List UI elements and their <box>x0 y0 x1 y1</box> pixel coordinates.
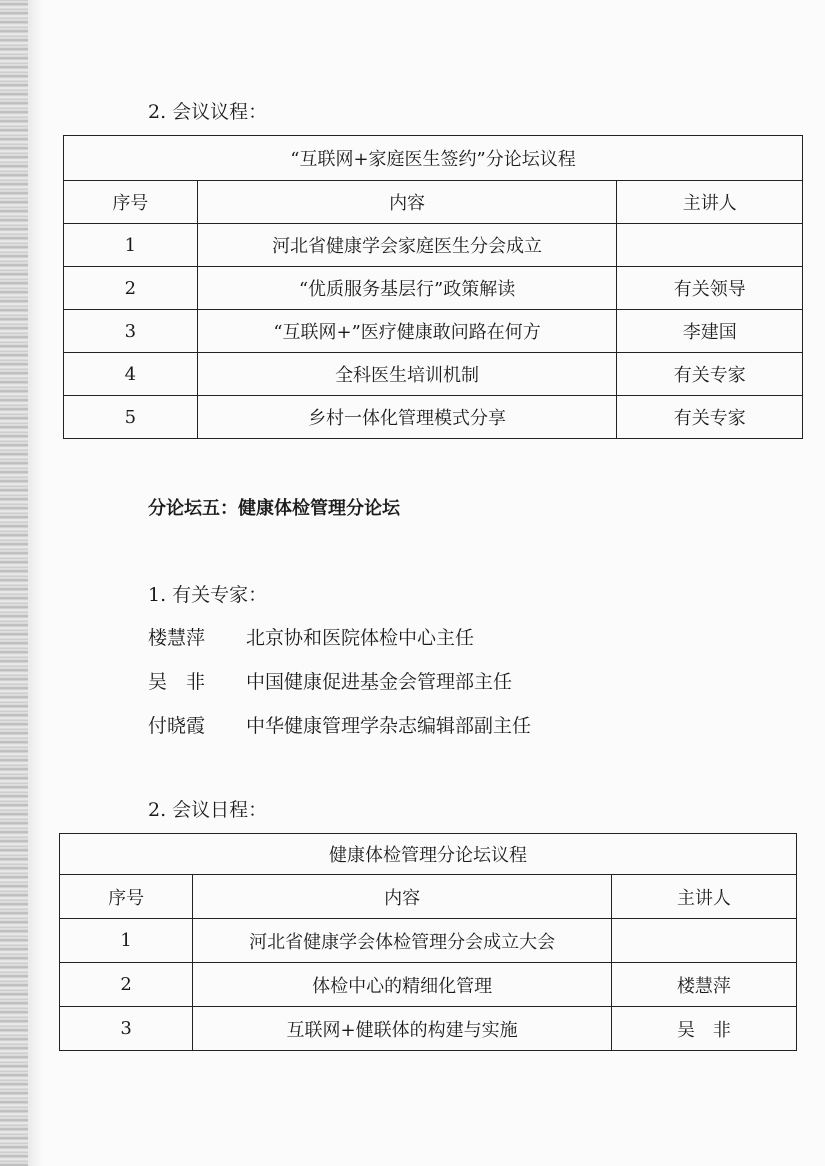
expert-title: 北京协和医院体检中心主任 <box>246 627 475 649</box>
table-header-row <box>60 875 797 919</box>
row-content: 乡村一体化管理模式分享 <box>197 396 617 439</box>
row-content: 河北省健康学会家庭医生分会成立 <box>197 224 617 267</box>
row-content: 河北省健康学会体检管理分会成立大会 <box>193 919 612 963</box>
row-speaker: 有关领导 <box>617 267 803 310</box>
header-index: 序号 <box>64 181 198 224</box>
expert-name: 付晓霞 <box>148 715 206 737</box>
header-content: 内容 <box>193 875 612 919</box>
row-index: 1 <box>60 919 193 963</box>
expert-name: 吴 非 <box>148 671 206 693</box>
header-speaker: 主讲人 <box>617 181 803 224</box>
header-content: 内容 <box>197 181 617 224</box>
section-title: 分论坛五：健康体检管理分论坛 <box>148 498 400 519</box>
row-speaker: 有关专家 <box>617 353 803 396</box>
row-index: 2 <box>64 267 198 310</box>
row-speaker <box>611 919 796 963</box>
scan-edge-artifact <box>0 0 28 1166</box>
table-row <box>60 1007 797 1051</box>
expert-title: 中国健康促进基金会管理部主任 <box>246 671 513 693</box>
row-content: “优质服务基层行”政策解读 <box>197 267 617 310</box>
table-row <box>60 919 797 963</box>
table-row <box>64 224 803 267</box>
table-title: 健康体检管理分论坛议程 <box>60 834 797 875</box>
expert-title: 中华健康管理学杂志编辑部副主任 <box>246 715 532 737</box>
row-index: 3 <box>64 310 198 353</box>
experts-heading: 1. 有关专家： <box>148 584 268 606</box>
table-row <box>64 267 803 310</box>
row-speaker <box>617 224 803 267</box>
header-index: 序号 <box>60 875 193 919</box>
row-speaker: 有关专家 <box>617 396 803 439</box>
health-checkup-agenda-table <box>59 833 797 1051</box>
row-content: 体检中心的精细化管理 <box>193 963 612 1007</box>
table-row <box>60 963 797 1007</box>
table-row <box>64 396 803 439</box>
agenda-heading: 2. 会议议程： <box>148 101 268 123</box>
table-row <box>64 353 803 396</box>
row-index: 4 <box>64 353 198 396</box>
row-index: 3 <box>60 1007 193 1051</box>
row-content: “互联网+”医疗健康敢问路在何方 <box>197 310 617 353</box>
table-title-row <box>64 136 803 181</box>
expert-name: 楼慧萍 <box>148 627 206 649</box>
row-content: 互联网+健联体的构建与实施 <box>193 1007 612 1051</box>
row-speaker: 吴 非 <box>611 1007 796 1051</box>
row-speaker: 李建国 <box>617 310 803 353</box>
table-title-row <box>60 834 797 875</box>
row-index: 2 <box>60 963 193 1007</box>
row-speaker: 楼慧萍 <box>611 963 796 1007</box>
schedule-heading: 2. 会议日程： <box>148 799 268 821</box>
header-speaker: 主讲人 <box>611 875 796 919</box>
row-content: 全科医生培训机制 <box>197 353 617 396</box>
row-index: 5 <box>64 396 198 439</box>
row-index: 1 <box>64 224 198 267</box>
table-title: “互联网+家庭医生签约”分论坛议程 <box>64 136 803 181</box>
table-row <box>64 310 803 353</box>
forum-agenda-table <box>63 135 803 439</box>
table-header-row <box>64 181 803 224</box>
